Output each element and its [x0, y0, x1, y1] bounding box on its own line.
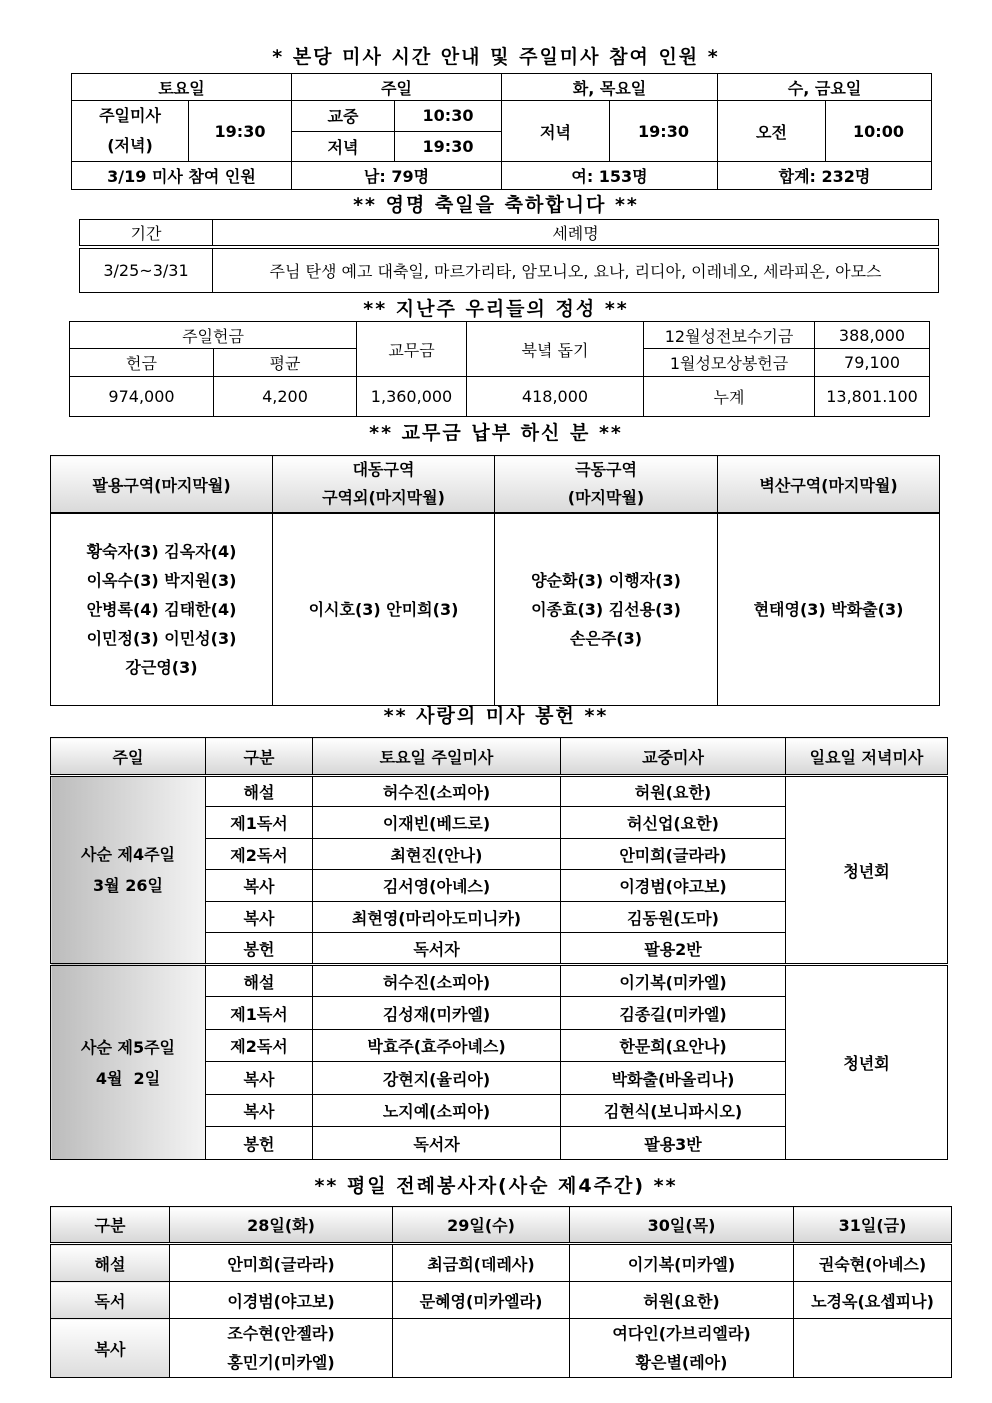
- north-korea-header: 북녘 돕기: [467, 322, 644, 377]
- tue-cell: [170, 1319, 393, 1378]
- role-cell: 제2독서: [206, 1030, 313, 1062]
- offering-table: [69, 321, 930, 417]
- offering-title: ** 지난주 우리들의 정성 **: [363, 298, 629, 320]
- service-col-role: 구분: [206, 738, 313, 776]
- list-item: 이종효(3) 김선용(3): [531, 599, 681, 619]
- wed-fri-time: 10:00: [826, 101, 932, 162]
- table-row: [51, 1319, 952, 1378]
- list-item: 황숙자(3) 김옥자(4): [86, 541, 237, 561]
- header-sunday: 주일: [292, 74, 502, 101]
- saturday-cell: 최현영(마리아도미니카): [313, 902, 561, 933]
- role-cell: 복사: [206, 902, 313, 933]
- table-row: [51, 776, 948, 807]
- wed-cell: [393, 1319, 570, 1378]
- service-col-main: 교중미사: [561, 738, 786, 776]
- cumulative-value: 13,801.100: [815, 377, 930, 417]
- cash-value: 974,000: [70, 377, 214, 417]
- thu-cell: [570, 1319, 794, 1378]
- dues-col-geukdong-line2: (마지막월): [567, 488, 645, 507]
- dues-col-geukdong: [495, 456, 718, 514]
- mass-times-title: * 본당 미사 시간 안내 및 주일미사 참여 인원 *: [272, 46, 720, 68]
- diocese-fee-header: 교무금: [357, 322, 467, 377]
- weekday-col-fri: 31일(금): [794, 1207, 952, 1244]
- tue-thu-time: 19:30: [610, 101, 718, 162]
- saturday-cell: 허수진(소피아): [313, 776, 561, 807]
- role-cell: 복사: [51, 1319, 170, 1378]
- list-item: 이민정(3) 이민성(3): [86, 628, 237, 648]
- feast-col-period: 기간: [80, 220, 213, 247]
- table-row: [51, 1244, 952, 1282]
- main-cell: 박화출(바올리나): [561, 1062, 786, 1095]
- dues-title: ** 교무금 납부 하신 분 **: [369, 422, 623, 444]
- role-cell: 제1독서: [206, 807, 313, 839]
- main-cell: 허신업(요한): [561, 807, 786, 839]
- tue-cell: 안미희(글라라): [170, 1244, 393, 1282]
- saturday-cell: 독서자: [313, 933, 561, 965]
- sunday-main-time: 10:30: [395, 101, 502, 132]
- average-header: 평균: [214, 349, 357, 377]
- main-cell: 김동원(도마): [561, 902, 786, 933]
- saturday-cell: 김서영(아녜스): [313, 870, 561, 902]
- main-cell: 한문희(요안나): [561, 1030, 786, 1062]
- main-cell: 허원(요한): [561, 776, 786, 807]
- dues-names-palyong: [51, 513, 273, 705]
- main-cell: 이기복(미카엘): [561, 965, 786, 997]
- sunday-evening-time: 19:30: [395, 131, 502, 162]
- january-fund-value: 79,100: [815, 349, 930, 377]
- main-cell: 김종길(미카엘): [561, 997, 786, 1030]
- weekday-title: ** 평일 전례봉사자(사순 제4주간) **: [314, 1175, 678, 1197]
- role-cell: 해설: [206, 776, 313, 807]
- cumulative-label: 누계: [644, 377, 815, 417]
- main-cell: 이경범(야고보): [561, 870, 786, 902]
- list-item: 강근영(3): [125, 657, 198, 677]
- january-fund-label: 1월성모상봉헌금: [644, 349, 815, 377]
- dues-col-palyong: 팔용구역(마지막월): [51, 456, 273, 514]
- service-col-saturday: 토요일 주일미사: [313, 738, 561, 776]
- attendance-label: 3/19 미사 참여 인원: [72, 162, 292, 190]
- attendance-male: 남: 79명: [292, 162, 502, 190]
- wed-cell: 문혜영(미카엘라): [393, 1282, 570, 1319]
- week-label-line1: 사순 제4주일: [81, 845, 175, 864]
- feast-col-names: 세례명: [213, 220, 939, 247]
- role-cell: 복사: [206, 1062, 313, 1095]
- dues-col-daedong: [273, 456, 495, 514]
- dues-col-byeoksan: 벽산구역(마지막월): [718, 456, 940, 514]
- saturday-cell: 독서자: [313, 1127, 561, 1160]
- average-value: 4,200: [214, 377, 357, 417]
- dues-col-daedong-line2: 구역외(마지막월): [322, 488, 445, 507]
- dues-col-daedong-line1: 대동구역: [352, 460, 415, 479]
- service-col-evening: 일요일 저녁미사: [786, 738, 948, 776]
- main-cell: 팔용3반: [561, 1127, 786, 1160]
- feast-table: [79, 219, 939, 293]
- header-tue-thu: 화, 목요일: [502, 74, 718, 101]
- saturday-cell: 최현진(안나): [313, 839, 561, 870]
- saturday-time: 19:30: [189, 101, 292, 162]
- service-title: ** 사랑의 미사 봉헌 **: [383, 705, 609, 727]
- weekday-col-thu: 30일(목): [570, 1207, 794, 1244]
- saturday-label-line2: (저녁): [107, 136, 153, 155]
- thu-cell: 허원(요한): [570, 1282, 794, 1319]
- sunday-collection-header: 주일헌금: [70, 322, 357, 349]
- saturday-cell: 김성재(미카엘): [313, 997, 561, 1030]
- saturday-label-line1: 주일미사: [99, 106, 161, 125]
- fri-cell: 권숙현(아녜스): [794, 1244, 952, 1282]
- saturday-cell: 이재빈(베드로): [313, 807, 561, 839]
- mass-times-body: [71, 100, 932, 190]
- list-item: 조수현(안젤라): [227, 1324, 335, 1343]
- saturday-cell: 노지예(소피아): [313, 1095, 561, 1127]
- role-cell: 독서: [51, 1282, 170, 1319]
- main-cell: 김현식(보니파시오): [561, 1095, 786, 1127]
- feast-names: 주님 탄생 예고 대축일, 마르가리타, 암모니오, 요나, 리디아, 이레네오, 세라피온, 아모스: [213, 247, 939, 293]
- list-item: 이옥수(3) 박지원(3): [86, 570, 237, 590]
- sunday-main-label: 교중: [292, 101, 395, 132]
- role-cell: 봉헌: [206, 1127, 313, 1160]
- tue-cell: 이경범(야고보): [170, 1282, 393, 1319]
- fri-cell: [794, 1319, 952, 1378]
- wed-cell: 최금희(데레사): [393, 1244, 570, 1282]
- december-fund-label: 12월성전보수기금: [644, 322, 815, 349]
- attendance-female: 여: 153명: [502, 162, 718, 190]
- fri-cell: 노경옥(요셉피나): [794, 1282, 952, 1319]
- header-wed-fri: 수, 금요일: [718, 74, 932, 101]
- weekday-col-tue: 28일(화): [170, 1207, 393, 1244]
- list-item: 홍민기(미카엘): [227, 1353, 335, 1372]
- dues-col-geukdong-line1: 극동구역: [575, 460, 637, 479]
- week-label: [51, 965, 206, 1160]
- role-cell: 봉헌: [206, 933, 313, 965]
- role-cell: 제2독서: [206, 839, 313, 870]
- header-saturday: 토요일: [72, 74, 292, 101]
- main-cell: 안미희(글라라): [561, 839, 786, 870]
- saturday-cell: 허수진(소피아): [313, 965, 561, 997]
- saturday-label: [72, 101, 189, 162]
- weekday-col-wed: 29일(수): [393, 1207, 570, 1244]
- feast-period: 3/25~3/31: [80, 247, 213, 293]
- table-row: [51, 965, 948, 997]
- role-cell: 복사: [206, 1095, 313, 1127]
- saturday-cell: 강현지(율리아): [313, 1062, 561, 1095]
- december-fund-value: 388,000: [815, 322, 930, 349]
- cash-header: 헌금: [70, 349, 214, 377]
- week-label-line2: 3월 26일: [93, 876, 163, 895]
- dues-names-byeoksan: [718, 513, 940, 705]
- role-cell: 해설: [206, 965, 313, 997]
- north-korea-value: 418,000: [467, 377, 644, 417]
- weekday-col-role: 구분: [51, 1207, 170, 1244]
- evening-cell: 청년회: [786, 776, 948, 965]
- sunday-evening-label: 저녁: [292, 131, 395, 162]
- week-label-line1: 사순 제5주일: [81, 1037, 175, 1057]
- role-cell: 복사: [206, 870, 313, 902]
- main-cell: 팔용2반: [561, 933, 786, 965]
- service-col-week: 주일: [51, 738, 206, 776]
- dues-names-daedong: [273, 513, 495, 705]
- role-cell: 해설: [51, 1244, 170, 1282]
- table-row: [51, 1282, 952, 1319]
- tue-thu-label: 저녁: [502, 101, 610, 162]
- feast-title: ** 영명 축일을 축하합니다 **: [353, 194, 639, 216]
- list-item: 이시호(3) 안미희(3): [308, 599, 459, 619]
- mass-times-table: [71, 73, 932, 101]
- list-item: 양순화(3) 이행자(3): [531, 570, 681, 590]
- thu-cell: 이기복(미카엘): [570, 1244, 794, 1282]
- evening-cell: 청년회: [786, 965, 948, 1160]
- service-table: [50, 737, 948, 1160]
- attendance-total: 합계: 232명: [718, 162, 932, 190]
- weekday-table: [50, 1206, 952, 1378]
- list-item: 손은주(3): [569, 628, 643, 648]
- week-label: [51, 776, 206, 965]
- list-item: 안병록(4) 김태한(4): [86, 599, 237, 619]
- wed-fri-label: 오전: [718, 101, 826, 162]
- saturday-cell: 박효주(효주아녜스): [313, 1030, 561, 1062]
- list-item: 여다인(가브리엘라): [612, 1324, 751, 1343]
- dues-table: [50, 455, 940, 706]
- dues-names-geukdong: [495, 513, 718, 705]
- diocese-fee-value: 1,360,000: [357, 377, 467, 417]
- week-label-line2: 4월 2일: [95, 1068, 161, 1088]
- role-cell: 제1독서: [206, 997, 313, 1030]
- list-item: 황은별(레아): [635, 1353, 728, 1372]
- list-item: 현태영(3) 박화출(3): [753, 599, 904, 619]
